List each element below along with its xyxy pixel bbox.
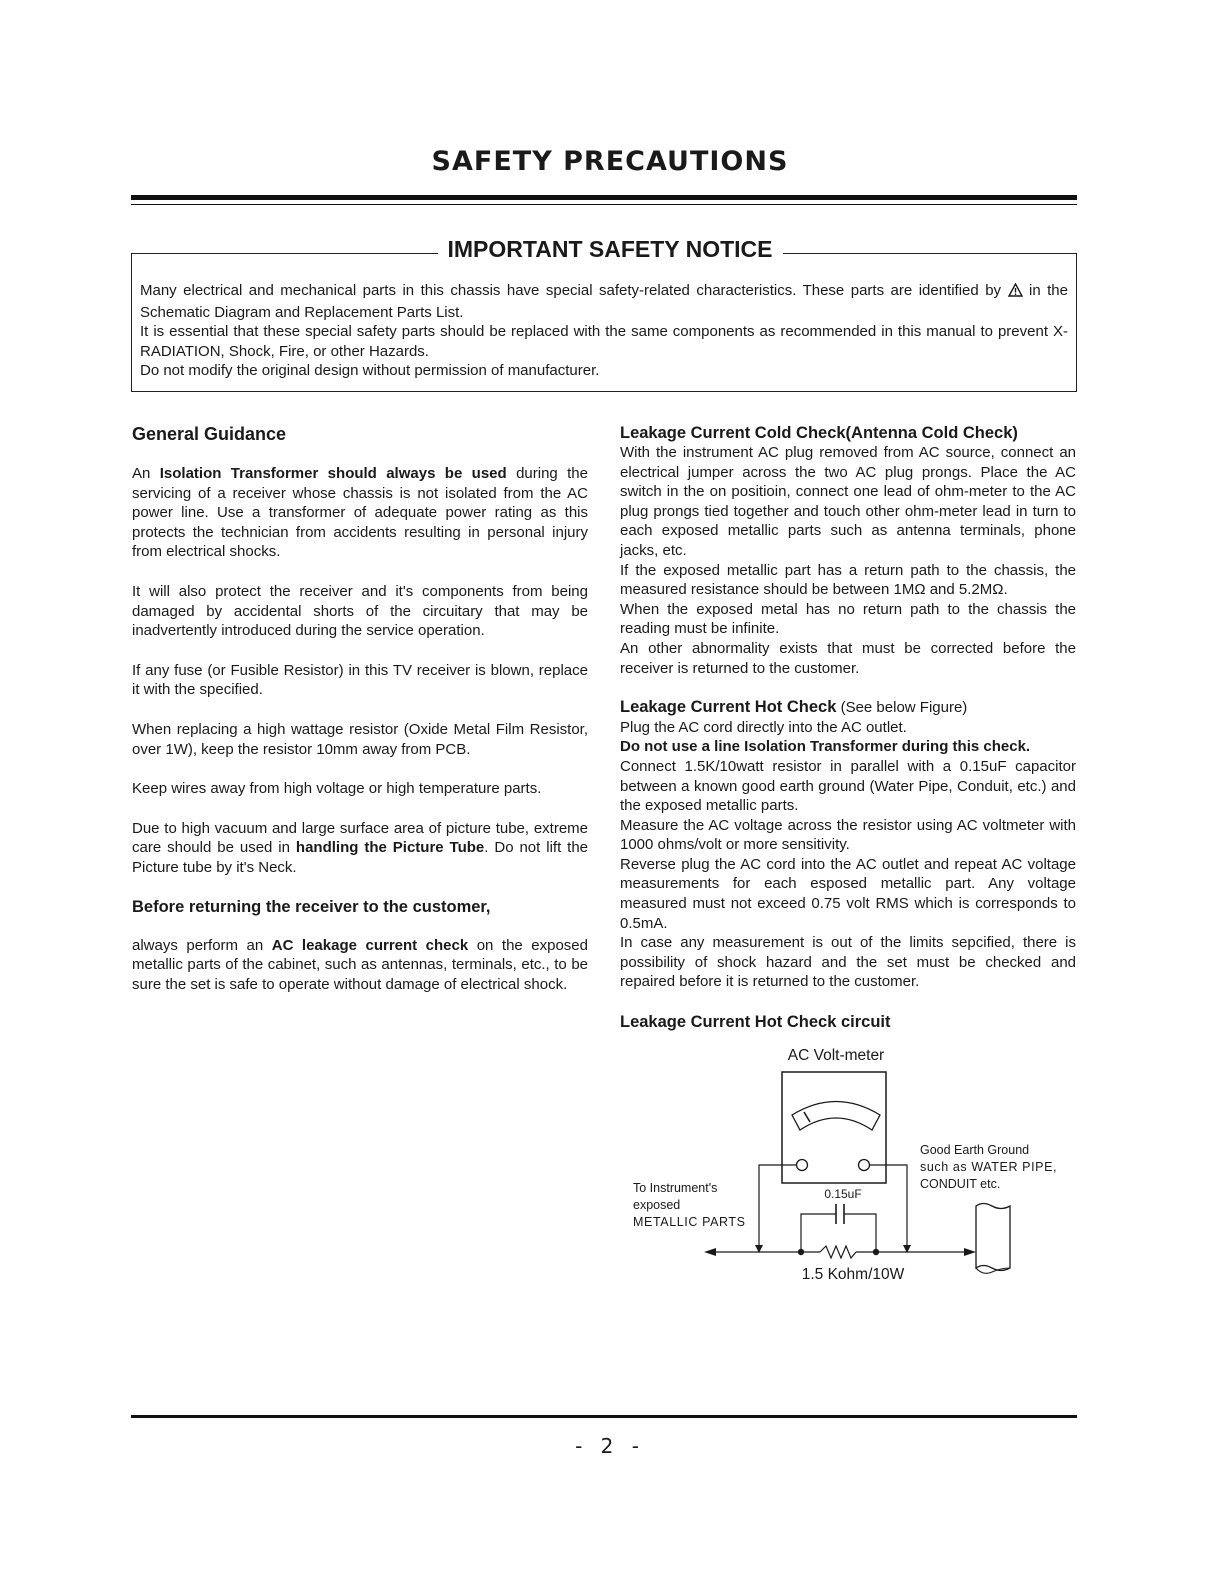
text-span: during the servicing of a receiver whose chassis is not isolated from the AC power line. Use a transformer of adequate power rating as this protects the technician from accidents resulting in personal injury from electrical shocks. (132, 465, 588, 561)
metallic-parts-label-2: exposed (633, 1198, 681, 1212)
resistor-paragraph: When replacing a high wattage resistor (Oxide Metal Film Resistor, over 1W), keep the resistor 10mm away from PCB. (132, 720, 588, 758)
voltmeter-label: AC Volt-meter (787, 1047, 885, 1064)
protection-paragraph: It will also protect the receiver and it's components from being damaged by accidental shorts of the circuitary that may be inadvertently introduced during the service operation. (132, 582, 588, 640)
left-lead-wire (759, 1165, 796, 1248)
picture-tube-paragraph (132, 819, 588, 878)
hot-check-heading-line (620, 698, 1076, 718)
title-rule (131, 195, 1077, 200)
notice-paragraph-3: Do not modify the original design without permission of manufacturer. (140, 362, 600, 379)
footer-rule (131, 1415, 1077, 1418)
isolation-paragraph (132, 464, 588, 562)
hot-check-paragraph-5: Reverse plug the AC cord into the AC outlet and repeat AC voltage measurements for each esposed metallic part. Any voltage measured must not exceed 0.75 volt RMS which is corresponds to 0.5mA. (620, 855, 1076, 932)
metallic-parts-label-3: METALLIC PARTS (633, 1215, 746, 1229)
notice-paragraph-2: It is essential that these special safety parts should be replaced with the same components as recommended in this manual to prevent X-RADIATION, Shock, Fire, or other Hazards. (140, 323, 1068, 360)
metallic-parts-label-1: To Instrument's (633, 1181, 718, 1195)
text-span: on the exposed metallic parts of the cabinet, such as antennas, terminals, etc., to be sure the set is safe to operate without damage of electrical shock. (132, 936, 588, 993)
notice-paragraph-1 (140, 281, 1068, 322)
cold-check-heading: Leakage Current Cold Check(Antenna Cold Check) (620, 424, 1018, 442)
hot-check-circuit-diagram (600, 1040, 1070, 1290)
picture-tube-emphasis: handling the Picture Tube (295, 839, 485, 857)
hot-check-paragraph-6: In case any measurement is out of the limits sepcified, there is possibility of shock hazard and the set must be checked and repaired before it is returned to the customer. (620, 934, 1076, 991)
circuit-heading: Leakage Current Hot Check circuit (620, 1013, 891, 1032)
ac-leakage-emphasis: AC leakage current check (271, 936, 469, 954)
notice-line1-end-text: in the Schematic Diagram and Replacement Parts List. (140, 282, 1068, 321)
page-number: - 2 - (575, 1434, 645, 1458)
earth-ground-label-1: Good Earth Ground (920, 1143, 1030, 1157)
safety-notice-heading (0, 236, 1220, 263)
title-rule-thin (131, 204, 1077, 205)
capacitor-label: 0.15uF (824, 1187, 862, 1201)
hot-check-paragraph-1: Plug the AC cord directly into the AC outlet. (620, 718, 907, 736)
fuse-paragraph: If any fuse (or Fusible Resistor) in this TV receiver is blown, replace it with the specified. (132, 661, 588, 699)
general-guidance-heading: General Guidance (132, 424, 287, 444)
cold-check-paragraph-3: When the exposed metal has no return path to the chassis the reading must be infinite. (620, 600, 1076, 638)
text-span: . Do not lift the Picture tube by it's Neck. (132, 839, 589, 876)
hot-check-paragraph-3: Connect 1.5K/10watt resistor in parallel with a 0.15uF capacitor between a known good earth ground (Water Pipe, Conduit, etc.) and the exposed metallic parts. (620, 757, 1076, 815)
resistor-label: 1.5 Kohm/10W (801, 1266, 905, 1283)
voltmeter-scale (792, 1102, 880, 1131)
safety-notice-heading-text: IMPORTANT SAFETY NOTICE (438, 236, 783, 262)
right-column (620, 423, 1076, 1032)
hot-check-paragraph-4: Measure the AC voltage across the resistor using AC voltmeter with 1000 ohms/volt or more sensitivity. (620, 816, 1076, 854)
hot-check-warning-text: Do not use a line Isolation Transformer during this check. (620, 738, 1031, 756)
page-title: SAFETY PRECAUTIONS (431, 146, 789, 177)
hot-check-heading: Leakage Current Hot Check (620, 698, 837, 717)
earth-ground-label-2: such as WATER PIPE, (920, 1160, 1058, 1174)
text-span: always perform an (132, 936, 264, 954)
safety-notice-body (140, 281, 1068, 381)
voltmeter-terminal-right (859, 1160, 870, 1171)
notice-line1-text: Many electrical and mechanical parts in this chassis have special safety-related characteristics. These parts are identified by (140, 282, 1002, 299)
left-output-arrow (704, 1248, 716, 1256)
earth-ground-label-3: CONDUIT etc. (920, 1177, 1001, 1191)
hot-check-note: (See below Figure) (840, 699, 968, 717)
cold-check-paragraph-4: An other abnormality exists that must be corrected before the receiver is returned to the customer. (620, 639, 1076, 677)
left-column (132, 423, 588, 994)
voltmeter-box (782, 1072, 886, 1183)
water-pipe-symbol (976, 1204, 1010, 1271)
text-span: An (132, 465, 151, 482)
voltmeter-needle (804, 1112, 810, 1122)
ac-leakage-paragraph (132, 936, 588, 995)
cold-check-paragraph-2: If the exposed metallic part has a return path to the chassis, the measured resistance should be between 1MΩ and 5.2MΩ. (620, 561, 1076, 599)
text-span: Due to high vacuum and large surface area of picture tube, extreme care should be used in (132, 819, 588, 857)
before-returning-heading: Before returning the receiver to the customer, (132, 897, 491, 916)
voltmeter-terminal-left (797, 1160, 808, 1171)
cold-check-paragraph-1: With the instrument AC plug removed from AC source, connect an electrical jumper across the two AC plug prongs. Place the AC switch in the on positioin, connect one lead of ohm-meter to the AC plug prongs tied together and touch other ohm-meter lead in turn to each exposed metallic parts such as antenna terminals, phone jacks, etc. (620, 444, 1076, 559)
isolation-emphasis: Isolation Transformer should always be used (159, 465, 507, 482)
warning-triangle-icon (1008, 283, 1023, 303)
hot-check-warning (620, 737, 1076, 757)
right-output-arrow (964, 1248, 976, 1256)
wires-paragraph: Keep wires away from high voltage or high temperature parts. (132, 780, 542, 798)
